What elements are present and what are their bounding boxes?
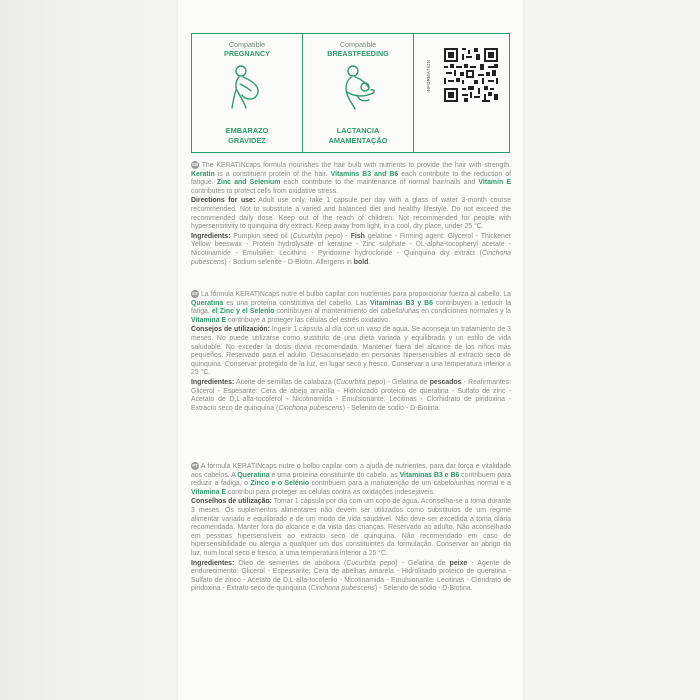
es-intro-text: La fórmula KERATINcaps nutre el bulbo capilar con nutrientes para proporcionar fuerza al cabello. La xyxy=(200,291,511,298)
pt-directions-text: Tomar 1 cápsula por dia com um copo de água. Aconselha-se a toma durante 3 meses. Os suplementos alimentares não devem ser utilizados como substitutos de um regime alimentar variado e equilibrado e de um modo de vida saudável. Não deve ser excedida a toma diária recomendada. Manter fora do alcance e da vista das crianças. Reservado ao adulto. Não aconselhado em pessoas hipersensíveis ao extracto seco de quinquina. Não recomendado em caso de hipersensibilidade ou alergia a qualquer um dos constituintes da formulação. Conservar ao abrigo da luz, num local seco e fresco, a uma temperatura inferior a 25 °C. xyxy=(191,498,511,557)
en-directions-text: Adult use only, take 1 capsule per day with a glass of water 3-month course recommended. Not to substitute a varied and balanced diet and healthy lifestyle. Do not exceed the recommended daily dose. Keep out of the reach of children. Not recommended for people with hypersensitivity to quinquina dry extract. Keep away from light, in a cool, dry place, under 25 °C. xyxy=(191,197,511,231)
lang-badge-pt: PT xyxy=(192,463,198,468)
pt-intro-text: A fórmula KERATINcaps nutre o bolbo capilar com a ajuda de nutrientes, para dar força e vitalidade aos cabelos. A xyxy=(191,463,511,479)
breastfeeding-mother-icon xyxy=(333,62,385,110)
breastfeeding-bottom-line2: AMAMENTAÇÃO xyxy=(328,135,388,145)
qr-cell xyxy=(414,34,509,152)
es-ingredients-label: Ingredientes: xyxy=(191,378,235,386)
pregnancy-top-line1: Compatible xyxy=(228,40,266,49)
section-english: GB The KERATINcaps formula nourishes the hair bulb with nutrients to provide the hair with strength. Keratin is a constituent protein of the hair. Vitamins B3 and B6 each contribute to the reduction of fatigue. Zinc and Selenium each contribute to the maintenance of normal hair/nails and Vitamin E contributes to protect cells from oxidative stress. Directions for use: Adult use only, take 1 capsule per day with a glass of water 3-month course recommended. Not to substitute a varied and balanced diet and healthy lifestyle. Do not exceed the recommended daily dose. Keep out of the reach of children. Not recommended for people with hypersensitivity to quinquina dry extract. Keep away from light, in a cool, dry place, under 25 °C. Ingredients: Pumpkin seed oil (Cucurbita pepo) - Fish gelatine - Firming agent: Glycerol - Thickener Yellow beeswax - Protein hydrolysate of keratine - Zinc sulphate - DL-alpha-tocopheryl acetate - Nicotinamide - Emulsifier: Lecithins - Pyridoxine hydrocloride - Quinquina dry extract (Cinchona pubescens) - Sodium selenite - D-Biotin. Allergens in bold. xyxy=(191,162,512,266)
pregnant-woman-icon xyxy=(222,62,274,110)
breastfeeding-cell xyxy=(303,34,414,152)
qr-code-icon[interactable] xyxy=(444,48,498,102)
breastfeeding-top-line1: Compatible xyxy=(339,40,377,49)
pt-directions-label: Conselhos de utilização: xyxy=(191,498,272,506)
pregnancy-top-line2: PREGNANCY xyxy=(224,49,270,58)
pregnancy-cell xyxy=(192,34,303,152)
section-portuguese: PT A fórmula KERATINcaps nutre o bolbo capilar com a ajuda de nutrientes, para dar força e vitalidade aos cabelos. A Queratina é uma proteína constituinte do cabelo. as Vitaminas B3 e B6 contribuem para reduzir a fadiga, o Zinco e o Selénio contribuem para a manutenção de um cabelo/unhas normal e a Vitamina E contribui para proteger as células contra as oxidações indesejáveis. Conselhos de utilização: Tomar 1 cápsula por dia com um copo de água. Aconselha-se a toma durante 3 meses. Os suplementos alimentares não devem ser utilizados como substitutos de um regime alimentar variado e equilibrado e de um modo de vida saudável. Não deve ser excedida a toma diária recomendada. Manter fora do alcance e da vista das crianças. Reservado ao adulto. Não aconselhado em pessoas hipersensíveis ao extracto seco de quinquina. Não recomendado em caso de hipersensibilidade ou alergia a qualquer um dos constituintes da formulação. Conservar ao abrigo da luz, num local seco e fresco, a uma temperatura inferior a 25 °C. Ingredientes: Óleo de sementes de abóbora (Cucurbita pepo) - Gelatina de peixe - Agente de endurecimento: Glicerol - Espessante: Cera de abelhas amarela - Hidrolisado proteico de queratina - Sulfato de zinco - Acetato de D,L-alfa-tocoferilo - Nicotinamida - Emulsionante: Lecitinas - Cloridrato de piridoxina - Extrato seco de quinquina (Cinchona pubescens) - Selenito de sódio - D-Biotina. xyxy=(191,463,512,593)
background-shadow xyxy=(0,0,150,700)
qr-side-text: INFORMATION xyxy=(426,60,431,93)
breastfeeding-bottom-line1: LACTANCIA xyxy=(336,126,380,135)
en-ingredients-text: Pumpkin seed oil ( xyxy=(230,232,293,240)
section-spanish: ES La fórmula KERATINcaps nutre el bulbo capilar con nutrientes para proporcionar fuerza al cabello. La Queratina es una proteína constitutiva del cabello. Las Vitaminas B3 y B6 contribuyen a reducir la fatiga, el Zinc y el Selenio contribuyen al mantenimiento del cabello/uñas en condiciones normales y la Vitamina E contribuye a proteger las células del estrés oxidativo. Consejos de utilización: Ingerir 1 cápsula al día con un vaso de agua. Se aconseja un tratamiento de 3 meses. No puede utilizarse como sustituto de una dieta variada y equilibrada y un estilo de vida saludable. No exceder la dosis diaria recomendada. Mantener fuera del alcance de los niños más pequeños. Reservado para el adulto. Desaconsejado en personas hipersensibles al extracto seco de quinquina. Conservar protegido de la luz, en lugar seco y fresco. Conservar a una temperatura inferior a 25 °C. Ingredientes: Aceite de semillas de calabaza (Cucurbita pepo) - Gelatina de pescados - Reafirmantes: Glicerol - Espesante: Cera de abeja amarilla - Hidrolizado proteico de queratina - Sulfato de zinc - Acetato de D,L-alfa-tocoferol - Nicotinamida - Emulsionante: Lecitinas - Clorhidrato de piridoxina - Extracto seco de quinquina (Cinchona pubescens) - Selenito de sodio - D-Biotina. xyxy=(191,291,512,412)
pt-ingredients-text: Óleo de sementes de abóbora ( xyxy=(234,559,347,567)
en-intro-text: The KERATINcaps formula nourishes the hair bulb with nutrients to provide the hair with strength. xyxy=(201,162,512,169)
pregnancy-bottom-line2: GRAVIDEZ xyxy=(228,135,266,145)
pregnancy-bottom-line1: EMBARAZO xyxy=(225,126,269,135)
pt-ingredients-label: Ingredientes: xyxy=(191,559,235,567)
lang-badge-en: GB xyxy=(191,162,199,167)
es-ingredients-text: Aceite de semillas de calabaza ( xyxy=(234,378,337,386)
es-directions-text: Ingerir 1 cápsula al día con un vaso de agua. Se aconseja un tratamiento de 3 meses. No puede utilizarse como sustituto de una dieta variada y equilibrada y un estilo de vida saludable. No exceder la dosis diaria recomendada. Mantener fuera del alcance de los niños más pequeños. Reservado para el adulto. Desaconsejado en personas hipersensibles al extracto seco de quinquina. Conservar protegido de la luz, en lugar seco y fresco. Conservar a una temperatura inferior a 25 °C. xyxy=(191,326,511,377)
lang-badge-es: ES xyxy=(192,291,198,296)
en-directions-label: Directions for use: xyxy=(191,197,256,205)
en-ingredients-label: Ingredients: xyxy=(191,232,231,240)
es-directions-label: Consejos de utilización: xyxy=(191,326,270,334)
breastfeeding-top-line2: BREASTFEEDING xyxy=(327,49,389,58)
compatibility-icons-box xyxy=(191,33,510,153)
